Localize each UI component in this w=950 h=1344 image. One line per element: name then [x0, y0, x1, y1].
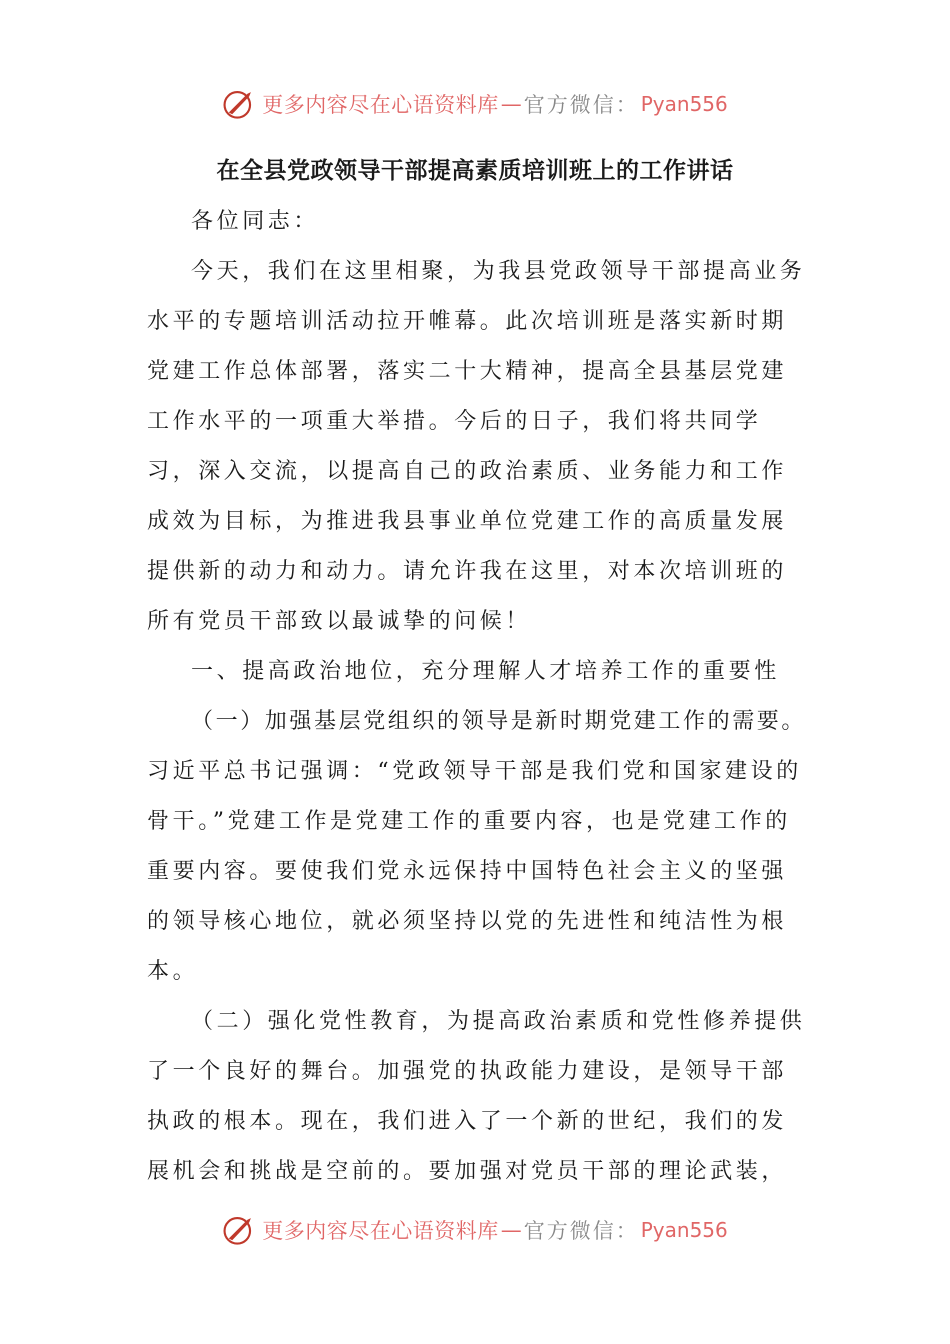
paragraph-3: （二）强化党性教育，为提高政治素质和党性修养提供了一个良好的舞台。加强党的执政能力建设，是领导干部执政的根本。现在，我们进入了一个新的世纪，我们的发展机会和挑战是空前的。要加强对党员干部的理论武装，: [147, 1009, 806, 1184]
paragraph-2: [147, 697, 807, 997]
watermark-label: 官方微信：: [523, 93, 639, 117]
quill-logo-icon: [222, 1213, 256, 1247]
watermark-wechat-id: Pyan556: [640, 92, 728, 116]
watermark-wechat-id: Pyan556: [640, 1218, 728, 1242]
paragraph-2-rest: 习近平总书记强调：“党政领导干部是我们党和国家建设的骨干。”党建工作是党建工作的重要内容，也是党建工作的重要内容。要使我们党永远保持中国特色社会主义的坚强的领导核心地位，就必须坚持以党的先进性和纯洁性为根本。: [147, 759, 802, 984]
greeting: 各位同志：: [191, 209, 320, 234]
quill-logo-icon: [222, 87, 256, 121]
watermark-dash: —: [500, 92, 522, 116]
document-body: [147, 197, 807, 1197]
watermark-main-text: 更多内容尽在心语资料库: [262, 93, 499, 117]
watermark-main-text: 更多内容尽在心语资料库: [262, 1219, 499, 1243]
watermark-banner-bottom: [0, 1210, 950, 1250]
watermark-banner-top: [0, 84, 950, 124]
document-title: 在全县党政领导干部提高素质培训班上的工作讲话: [216, 157, 734, 184]
paragraph-1: 今天，我们在这里相聚，为我县党政领导干部提高业务水平的专题培训活动拉开帷幕。此次培训班是落实新时期党建工作总体部署，落实二十大精神，提高全县基层党建工作水平的一项重大举措。今后的日子，我们将共同学习，深入交流，以提高自己的政治素质、业务能力和工作成效为目标，为推进我县事业单位党建工作的高质量发展提供新的动力和动力。请允许我在这里，对本次培训班的所有党员干部致以最诚挚的问候！: [147, 259, 806, 634]
paragraph-2-first-line: （一）加强基层党组织的领导是新时期党建工作的需要。: [191, 709, 807, 734]
watermark-dash: —: [500, 1218, 522, 1242]
section-heading-1: 一、提高政治地位，充分理解人才培养工作的重要性: [191, 659, 780, 684]
watermark-label: 官方微信：: [523, 1219, 639, 1243]
